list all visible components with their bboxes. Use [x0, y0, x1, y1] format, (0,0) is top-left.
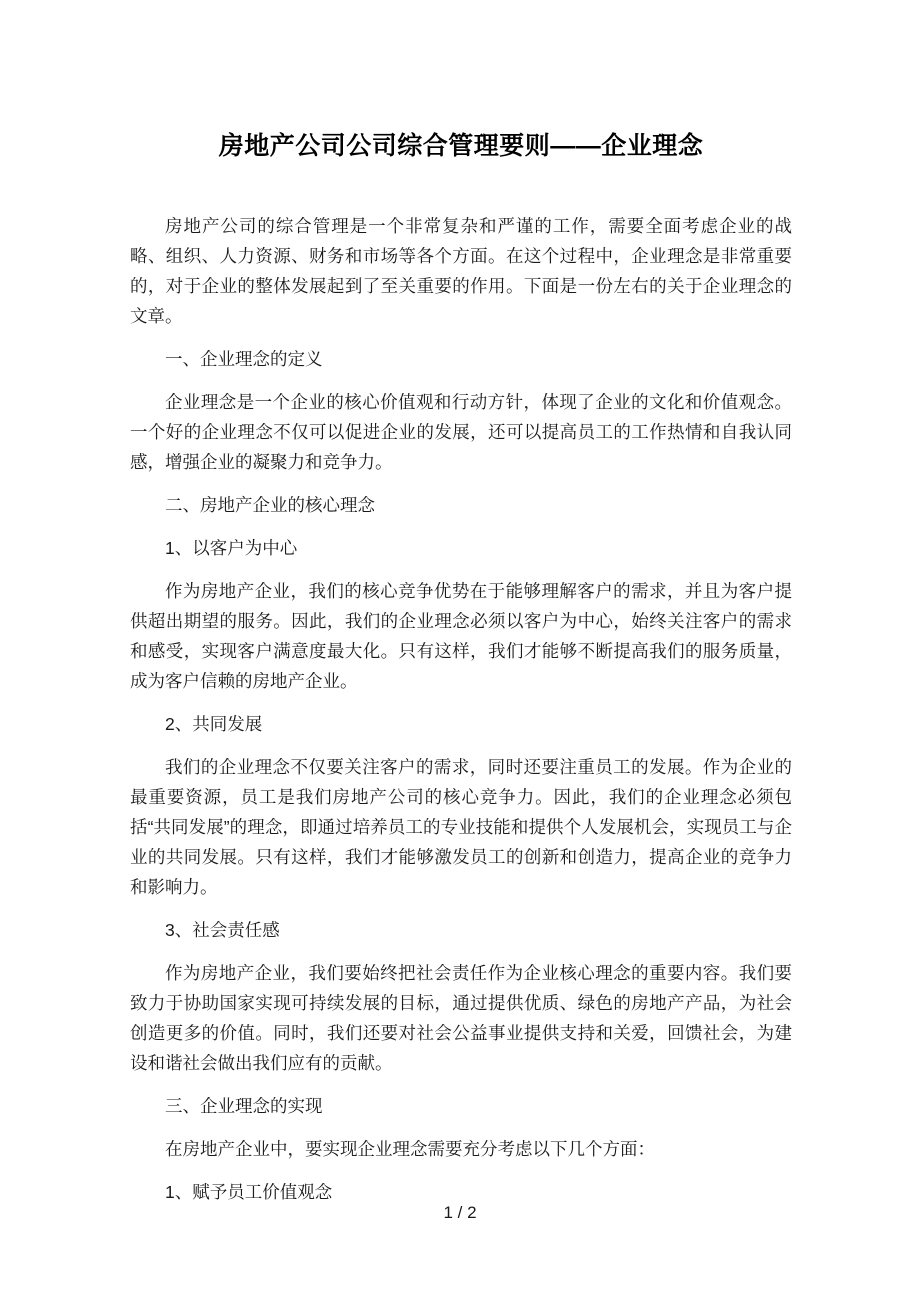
heading-item-2-common-development: 2、共同发展: [165, 714, 263, 734]
heading-section-2-core-ideas: 二、房地产企业的核心理念: [165, 495, 375, 515]
paragraph-customer-centric: 作为房地产企业，我们的核心竞争优势在于能够理解客户的需求，并且为客户提供超出期望的服务。因此，我们的企业理念必须以客户为中心，始终关注客户的需求和感受，实现客户满意度最大化。只有这样，我们才能够不断提高我们的服务质量，成为客户信赖的房地产企业。: [130, 581, 792, 691]
paragraph-realization-intro: 在房地产企业中，要实现企业理念需要充分考虑以下几个方面：: [165, 1139, 655, 1159]
heading-section-1-definition: 一、企业理念的定义: [165, 349, 323, 369]
heading-item-1-customer-centric: 1、以客户为中心: [165, 538, 298, 558]
document-title: 房地产公司公司综合管理要则——企业理念: [218, 132, 704, 160]
heading-item-3-social-responsibility: 3、社会责任感: [165, 920, 280, 940]
paragraph-social-responsibility: 作为房地产企业，我们要始终把社会责任作为企业核心理念的重要内容。我们要致力于协助国家实现可持续发展的目标，通过提供优质、绿色的房地产产品，为社会创造更多的价值。同时，我们还要对社会公益事业提供支持和关爱，回馈社会，为建设和谐社会做出我们应有的贡献。: [130, 963, 792, 1073]
page-footer: [0, 1203, 920, 1223]
paragraph-common-development: 我们的企业理念不仅要关注客户的需求，同时还要注重员工的发展。作为企业的最重要资源，员工是我们房地产公司的核心竞争力。因此，我们的企业理念必须包括“共同发展”的理念，即通过培养员工的专业技能和提供个人发展机会，实现员工与企业的共同发展。只有这样，我们才能够激发员工的创新和创造力，提高企业的竞争力和影响力。: [130, 757, 792, 897]
page-number: 1 / 2: [443, 1203, 477, 1222]
document-page: [130, 128, 792, 1207]
heading-item-1-employee-values: 1、赋予员工价值观念: [165, 1182, 333, 1202]
heading-section-3-realization: 三、企业理念的实现: [165, 1096, 323, 1116]
paragraph-intro: 房地产公司的综合管理是一个非常复杂和严谨的工作，需要全面考虑企业的战略、组织、人力资源、财务和市场等各个方面。在这个过程中，企业理念是非常重要的，对于企业的整体发展起到了至关重要的作用。下面是一份左右的关于企业理念的文章。: [130, 216, 792, 326]
paragraph-definition: 企业理念是一个企业的核心价值观和行动方针，体现了企业的文化和价值观念。一个好的企业理念不仅可以促进企业的发展，还可以提高员工的工作热情和自我认同感，增强企业的凝聚力和竞争力。: [130, 392, 792, 472]
